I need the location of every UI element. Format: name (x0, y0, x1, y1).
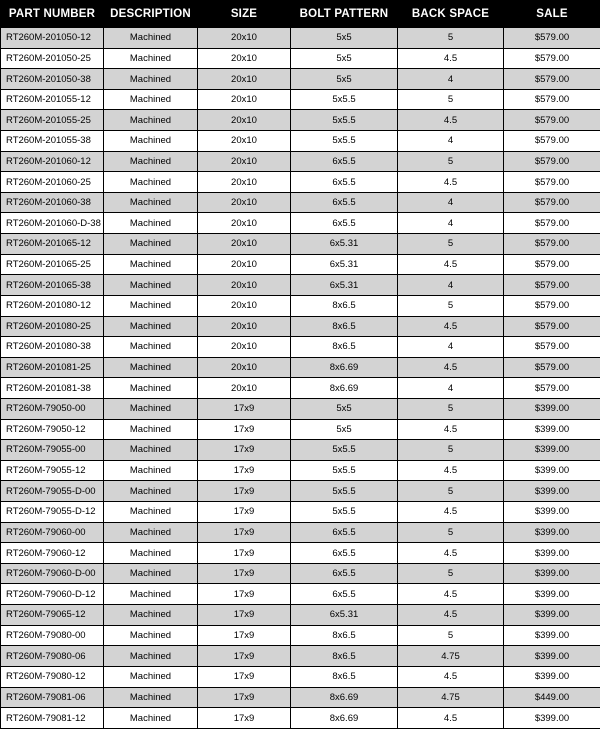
table-row (1, 213, 600, 234)
cell-sale: $399.00 (504, 440, 600, 461)
cell-sale: $579.00 (504, 172, 600, 193)
cell-part-number: RT260M-79060-00 (1, 522, 104, 543)
table-row (1, 295, 600, 316)
cell-part-number: RT260M-201055-12 (1, 89, 104, 110)
table-row (1, 254, 600, 275)
cell-sale: $399.00 (504, 398, 600, 419)
cell-sale: $579.00 (504, 234, 600, 255)
cell-size: 17x9 (198, 419, 291, 440)
cell-description: Machined (104, 419, 198, 440)
cell-size: 20x10 (198, 316, 291, 337)
cell-back-space: 4.5 (398, 316, 504, 337)
table-row (1, 48, 600, 69)
cell-bolt-pattern: 8x6.5 (291, 316, 398, 337)
cell-back-space: 5 (398, 563, 504, 584)
cell-part-number: RT260M-201065-12 (1, 234, 104, 255)
cell-part-number: RT260M-201050-12 (1, 28, 104, 49)
cell-size: 20x10 (198, 192, 291, 213)
cell-description: Machined (104, 666, 198, 687)
cell-bolt-pattern: 6x5.5 (291, 543, 398, 564)
table-row (1, 605, 600, 626)
cell-description: Machined (104, 460, 198, 481)
table-row (1, 522, 600, 543)
cell-sale: $399.00 (504, 481, 600, 502)
cell-back-space: 4 (398, 337, 504, 358)
cell-size: 20x10 (198, 69, 291, 90)
cell-back-space: 5 (398, 625, 504, 646)
cell-back-space: 4 (398, 213, 504, 234)
cell-bolt-pattern: 6x5.31 (291, 605, 398, 626)
cell-size: 17x9 (198, 687, 291, 708)
cell-back-space: 4.5 (398, 357, 504, 378)
cell-description: Machined (104, 234, 198, 255)
cell-sale: $449.00 (504, 687, 600, 708)
cell-back-space: 4 (398, 131, 504, 152)
cell-description: Machined (104, 89, 198, 110)
column-header-size: SIZE (198, 1, 291, 28)
cell-part-number: RT260M-79060-D-00 (1, 563, 104, 584)
cell-bolt-pattern: 8x6.5 (291, 625, 398, 646)
cell-part-number: RT260M-201065-38 (1, 275, 104, 296)
cell-description: Machined (104, 481, 198, 502)
cell-size: 17x9 (198, 563, 291, 584)
cell-size: 17x9 (198, 708, 291, 729)
cell-sale: $399.00 (504, 666, 600, 687)
cell-sale: $399.00 (504, 625, 600, 646)
table-row (1, 687, 600, 708)
header-row (1, 1, 600, 28)
cell-bolt-pattern: 6x5.31 (291, 254, 398, 275)
cell-sale: $399.00 (504, 522, 600, 543)
cell-back-space: 4 (398, 275, 504, 296)
cell-part-number: RT260M-79060-D-12 (1, 584, 104, 605)
table-row (1, 131, 600, 152)
cell-part-number: RT260M-201080-25 (1, 316, 104, 337)
cell-back-space: 4 (398, 192, 504, 213)
cell-part-number: RT260M-79065-12 (1, 605, 104, 626)
table-row (1, 460, 600, 481)
cell-sale: $579.00 (504, 357, 600, 378)
cell-size: 20x10 (198, 234, 291, 255)
cell-bolt-pattern: 5x5 (291, 48, 398, 69)
cell-description: Machined (104, 398, 198, 419)
cell-bolt-pattern: 5x5 (291, 69, 398, 90)
cell-bolt-pattern: 8x6.69 (291, 357, 398, 378)
cell-bolt-pattern: 5x5.5 (291, 481, 398, 502)
cell-sale: $579.00 (504, 110, 600, 131)
cell-back-space: 5 (398, 234, 504, 255)
cell-bolt-pattern: 6x5.31 (291, 234, 398, 255)
cell-description: Machined (104, 646, 198, 667)
cell-bolt-pattern: 6x5.5 (291, 172, 398, 193)
column-header-part-number: PART NUMBER (1, 1, 104, 28)
table-row (1, 625, 600, 646)
cell-size: 20x10 (198, 254, 291, 275)
cell-part-number: RT260M-201055-25 (1, 110, 104, 131)
cell-back-space: 4.5 (398, 110, 504, 131)
table-row (1, 357, 600, 378)
cell-part-number: RT260M-201060-38 (1, 192, 104, 213)
cell-part-number: RT260M-79080-00 (1, 625, 104, 646)
cell-back-space: 4.75 (398, 687, 504, 708)
cell-sale: $399.00 (504, 563, 600, 584)
cell-bolt-pattern: 6x5.5 (291, 584, 398, 605)
cell-part-number: RT260M-79060-12 (1, 543, 104, 564)
cell-description: Machined (104, 563, 198, 584)
cell-sale: $579.00 (504, 151, 600, 172)
cell-back-space: 5 (398, 440, 504, 461)
cell-sale: $579.00 (504, 295, 600, 316)
cell-sale: $579.00 (504, 275, 600, 296)
cell-back-space: 5 (398, 398, 504, 419)
cell-bolt-pattern: 8x6.5 (291, 666, 398, 687)
cell-size: 20x10 (198, 378, 291, 399)
cell-description: Machined (104, 522, 198, 543)
cell-part-number: RT260M-79055-00 (1, 440, 104, 461)
cell-sale: $579.00 (504, 316, 600, 337)
cell-part-number: RT260M-201080-12 (1, 295, 104, 316)
table-row (1, 378, 600, 399)
column-header-bolt-pattern: BOLT PATTERN (291, 1, 398, 28)
cell-bolt-pattern: 5x5.5 (291, 440, 398, 461)
column-header-description: DESCRIPTION (104, 1, 198, 28)
cell-sale: $399.00 (504, 543, 600, 564)
table-row (1, 234, 600, 255)
cell-sale: $579.00 (504, 28, 600, 49)
cell-size: 20x10 (198, 151, 291, 172)
cell-size: 17x9 (198, 605, 291, 626)
cell-sale: $579.00 (504, 69, 600, 90)
cell-description: Machined (104, 254, 198, 275)
cell-back-space: 4.5 (398, 419, 504, 440)
cell-size: 17x9 (198, 398, 291, 419)
cell-bolt-pattern: 6x5.5 (291, 151, 398, 172)
cell-back-space: 4.5 (398, 460, 504, 481)
cell-bolt-pattern: 5x5 (291, 419, 398, 440)
table-row (1, 440, 600, 461)
cell-description: Machined (104, 316, 198, 337)
cell-part-number: RT260M-79050-00 (1, 398, 104, 419)
cell-sale: $579.00 (504, 131, 600, 152)
cell-bolt-pattern: 5x5 (291, 398, 398, 419)
cell-part-number: RT260M-79055-D-12 (1, 502, 104, 523)
cell-size: 20x10 (198, 172, 291, 193)
cell-description: Machined (104, 131, 198, 152)
cell-size: 17x9 (198, 502, 291, 523)
cell-part-number: RT260M-79081-06 (1, 687, 104, 708)
cell-sale: $579.00 (504, 89, 600, 110)
cell-description: Machined (104, 110, 198, 131)
cell-description: Machined (104, 48, 198, 69)
cell-description: Machined (104, 213, 198, 234)
cell-description: Machined (104, 295, 198, 316)
cell-part-number: RT260M-201060-D-38 (1, 213, 104, 234)
cell-description: Machined (104, 275, 198, 296)
cell-size: 17x9 (198, 522, 291, 543)
cell-back-space: 4.5 (398, 666, 504, 687)
cell-bolt-pattern: 8x6.69 (291, 708, 398, 729)
cell-description: Machined (104, 192, 198, 213)
column-header-sale: SALE (504, 1, 600, 28)
cell-size: 20x10 (198, 131, 291, 152)
cell-sale: $579.00 (504, 378, 600, 399)
table-row (1, 28, 600, 49)
cell-description: Machined (104, 687, 198, 708)
cell-bolt-pattern: 6x5.5 (291, 563, 398, 584)
cell-size: 20x10 (198, 275, 291, 296)
cell-description: Machined (104, 440, 198, 461)
cell-size: 20x10 (198, 357, 291, 378)
cell-part-number: RT260M-79050-12 (1, 419, 104, 440)
table-row (1, 192, 600, 213)
cell-size: 20x10 (198, 337, 291, 358)
cell-part-number: RT260M-79055-D-00 (1, 481, 104, 502)
cell-description: Machined (104, 378, 198, 399)
cell-bolt-pattern: 8x6.69 (291, 378, 398, 399)
cell-back-space: 4.5 (398, 543, 504, 564)
cell-bolt-pattern: 6x5.5 (291, 192, 398, 213)
cell-sale: $399.00 (504, 584, 600, 605)
cell-description: Machined (104, 69, 198, 90)
cell-back-space: 4.5 (398, 48, 504, 69)
table-row (1, 89, 600, 110)
cell-sale: $579.00 (504, 48, 600, 69)
table-row (1, 316, 600, 337)
cell-part-number: RT260M-79080-06 (1, 646, 104, 667)
cell-back-space: 4.5 (398, 605, 504, 626)
cell-sale: $399.00 (504, 646, 600, 667)
cell-description: Machined (104, 543, 198, 564)
cell-back-space: 5 (398, 151, 504, 172)
cell-back-space: 5 (398, 481, 504, 502)
table-row (1, 151, 600, 172)
cell-bolt-pattern: 5x5 (291, 28, 398, 49)
cell-sale: $579.00 (504, 254, 600, 275)
cell-size: 20x10 (198, 28, 291, 49)
cell-back-space: 4.5 (398, 584, 504, 605)
cell-size: 17x9 (198, 481, 291, 502)
cell-sale: $399.00 (504, 502, 600, 523)
table-row (1, 275, 600, 296)
cell-back-space: 5 (398, 522, 504, 543)
cell-size: 17x9 (198, 543, 291, 564)
table-row (1, 69, 600, 90)
cell-part-number: RT260M-201065-25 (1, 254, 104, 275)
cell-bolt-pattern: 5x5.5 (291, 110, 398, 131)
cell-part-number: RT260M-79080-12 (1, 666, 104, 687)
cell-part-number: RT260M-201081-25 (1, 357, 104, 378)
cell-size: 17x9 (198, 440, 291, 461)
table-row (1, 502, 600, 523)
cell-bolt-pattern: 6x5.31 (291, 275, 398, 296)
cell-back-space: 4.75 (398, 646, 504, 667)
cell-part-number: RT260M-201055-38 (1, 131, 104, 152)
cell-part-number: RT260M-79055-12 (1, 460, 104, 481)
cell-description: Machined (104, 28, 198, 49)
cell-description: Machined (104, 502, 198, 523)
cell-back-space: 4.5 (398, 708, 504, 729)
cell-size: 17x9 (198, 625, 291, 646)
cell-size: 20x10 (198, 48, 291, 69)
cell-bolt-pattern: 8x6.69 (291, 687, 398, 708)
cell-sale: $579.00 (504, 337, 600, 358)
cell-bolt-pattern: 8x6.5 (291, 646, 398, 667)
table-body (1, 28, 600, 729)
cell-part-number: RT260M-201050-38 (1, 69, 104, 90)
cell-bolt-pattern: 5x5.5 (291, 131, 398, 152)
cell-back-space: 4.5 (398, 254, 504, 275)
cell-description: Machined (104, 357, 198, 378)
table-row (1, 337, 600, 358)
cell-bolt-pattern: 8x6.5 (291, 337, 398, 358)
cell-back-space: 5 (398, 28, 504, 49)
cell-description: Machined (104, 625, 198, 646)
cell-description: Machined (104, 605, 198, 626)
cell-size: 20x10 (198, 89, 291, 110)
cell-part-number: RT260M-201050-25 (1, 48, 104, 69)
cell-description: Machined (104, 584, 198, 605)
table-row (1, 110, 600, 131)
cell-sale: $399.00 (504, 460, 600, 481)
cell-back-space: 4 (398, 69, 504, 90)
cell-sale: $399.00 (504, 708, 600, 729)
cell-description: Machined (104, 708, 198, 729)
cell-size: 17x9 (198, 460, 291, 481)
cell-size: 20x10 (198, 295, 291, 316)
cell-back-space: 4.5 (398, 172, 504, 193)
table-row (1, 419, 600, 440)
column-header-back-space: BACK SPACE (398, 1, 504, 28)
table-row (1, 172, 600, 193)
cell-size: 20x10 (198, 110, 291, 131)
cell-sale: $399.00 (504, 605, 600, 626)
table-row (1, 666, 600, 687)
cell-bolt-pattern: 5x5.5 (291, 89, 398, 110)
table-row (1, 398, 600, 419)
cell-part-number: RT260M-201080-38 (1, 337, 104, 358)
cell-size: 20x10 (198, 213, 291, 234)
cell-sale: $579.00 (504, 192, 600, 213)
cell-size: 17x9 (198, 666, 291, 687)
cell-bolt-pattern: 5x5.5 (291, 502, 398, 523)
table-row (1, 584, 600, 605)
table-row (1, 708, 600, 729)
cell-sale: $399.00 (504, 419, 600, 440)
cell-part-number: RT260M-201060-12 (1, 151, 104, 172)
cell-back-space: 5 (398, 295, 504, 316)
cell-part-number: RT260M-79081-12 (1, 708, 104, 729)
cell-bolt-pattern: 5x5.5 (291, 460, 398, 481)
cell-part-number: RT260M-201060-25 (1, 172, 104, 193)
cell-bolt-pattern: 6x5.5 (291, 213, 398, 234)
cell-bolt-pattern: 8x6.5 (291, 295, 398, 316)
table-header (1, 1, 600, 28)
cell-part-number: RT260M-201081-38 (1, 378, 104, 399)
table-row (1, 481, 600, 502)
cell-back-space: 4 (398, 378, 504, 399)
table-row (1, 646, 600, 667)
cell-description: Machined (104, 151, 198, 172)
cell-sale: $579.00 (504, 213, 600, 234)
cell-size: 17x9 (198, 584, 291, 605)
table-row (1, 543, 600, 564)
cell-description: Machined (104, 337, 198, 358)
cell-back-space: 4.5 (398, 502, 504, 523)
cell-description: Machined (104, 172, 198, 193)
cell-back-space: 5 (398, 89, 504, 110)
cell-size: 17x9 (198, 646, 291, 667)
table-row (1, 563, 600, 584)
cell-bolt-pattern: 6x5.5 (291, 522, 398, 543)
